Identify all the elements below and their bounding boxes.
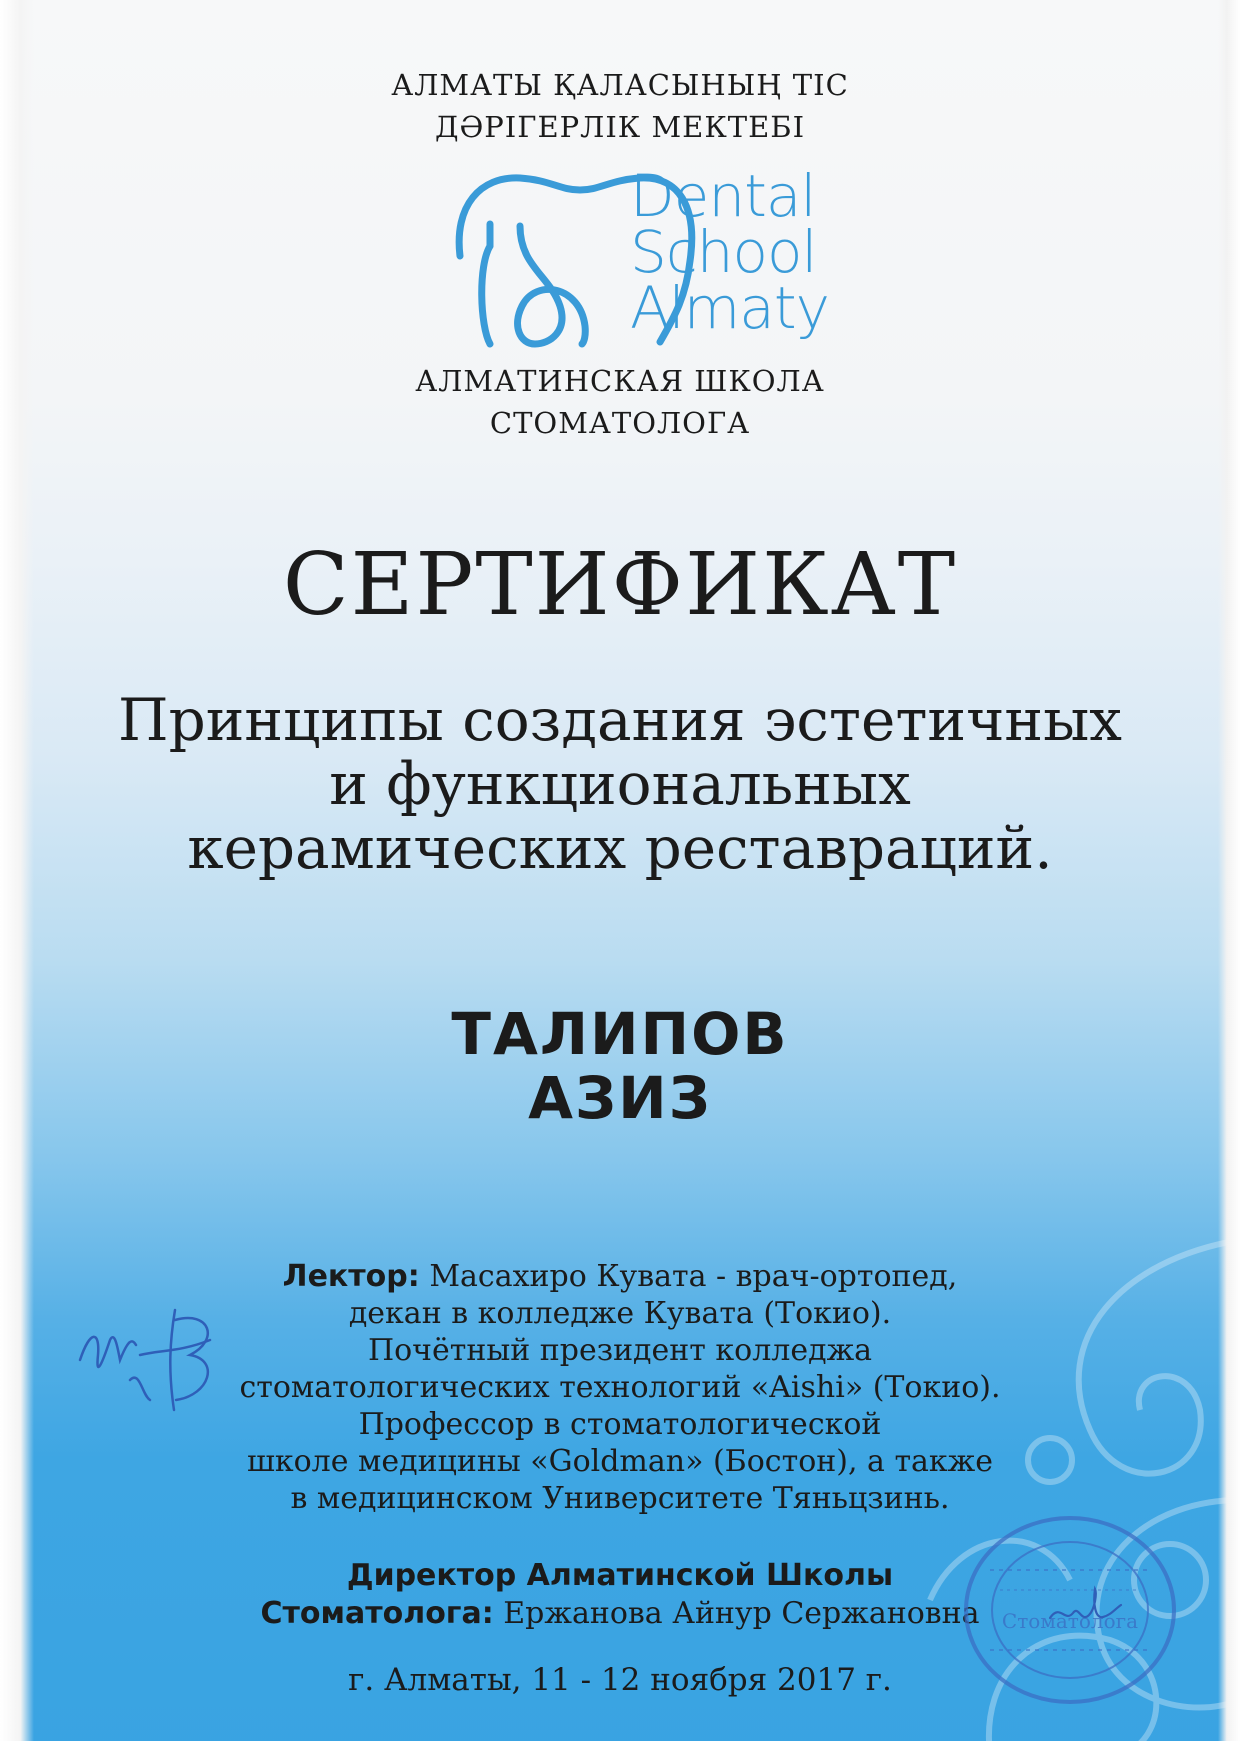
lecturer-line2: декан в колледже Кувата (Токио). <box>348 1296 892 1331</box>
lecturer-line6: школе медицины «Goldman» (Бостон), а также <box>246 1444 994 1479</box>
course-title <box>0 688 1240 880</box>
logo-word-almaty: Almaty <box>630 274 829 342</box>
course-title-line3: керамических реставраций. <box>187 814 1053 882</box>
logo-wordmark <box>630 162 829 342</box>
recipient-name <box>0 1002 1240 1130</box>
header-kazakh-line2: ДӘРІГЕРЛІК МЕКТЕБІ <box>434 110 806 144</box>
director-label-line2: Стоматолога: <box>260 1596 494 1631</box>
header-russian-line2: СТОМАТОЛОГА <box>489 406 751 440</box>
scan-edge-bottom <box>0 1741 1240 1755</box>
director-name: Ержанова Айнур Сержановна <box>503 1596 980 1631</box>
header-kazakh <box>0 64 1240 148</box>
course-title-line2: и функциональных <box>329 750 911 818</box>
lecturer-label: Лектор: <box>282 1259 420 1294</box>
header-russian-line1: АЛМАТИНСКАЯ ШКОЛА <box>415 364 825 398</box>
recipient-surname: ТАЛИПОВ <box>451 1000 789 1068</box>
lecturer-line1: Лектор: Масахиро Кувата - врач-ортопед, <box>282 1259 958 1294</box>
lecturer-line3: Почётный президент колледжа <box>367 1333 873 1368</box>
handwritten-signature-lecturer <box>70 1300 230 1420</box>
certificate-title: СЕРТИФИКАТ <box>282 535 958 635</box>
svg-text:Стоматолога: Стоматолога <box>1001 1609 1139 1633</box>
header-kazakh-line1: АЛМАТЫ ҚАЛАСЫНЫҢ ТІС <box>391 68 849 102</box>
lecturer-line5: Профессор в стоматологической <box>358 1407 882 1442</box>
director-label-line1: Директор Алматинской Школы <box>346 1558 894 1593</box>
course-title-line1: Принципы создания эстетичных <box>118 686 1122 754</box>
header-russian <box>0 360 1240 444</box>
handwritten-signature-director <box>1045 1583 1125 1633</box>
place-and-date: г. Алматы, 11 - 12 ноября 2017 г. <box>348 1662 892 1698</box>
recipient-first-name: АЗИЗ <box>528 1064 712 1132</box>
lecturer-line4: стоматологических технологий «Aishi» (Токио). <box>239 1370 1001 1405</box>
lecturer-line7: в медицинском Университете Тяньцзинь. <box>290 1481 950 1516</box>
logo-word-school: School <box>630 218 817 286</box>
logo-word-dental: Dental <box>630 162 816 230</box>
